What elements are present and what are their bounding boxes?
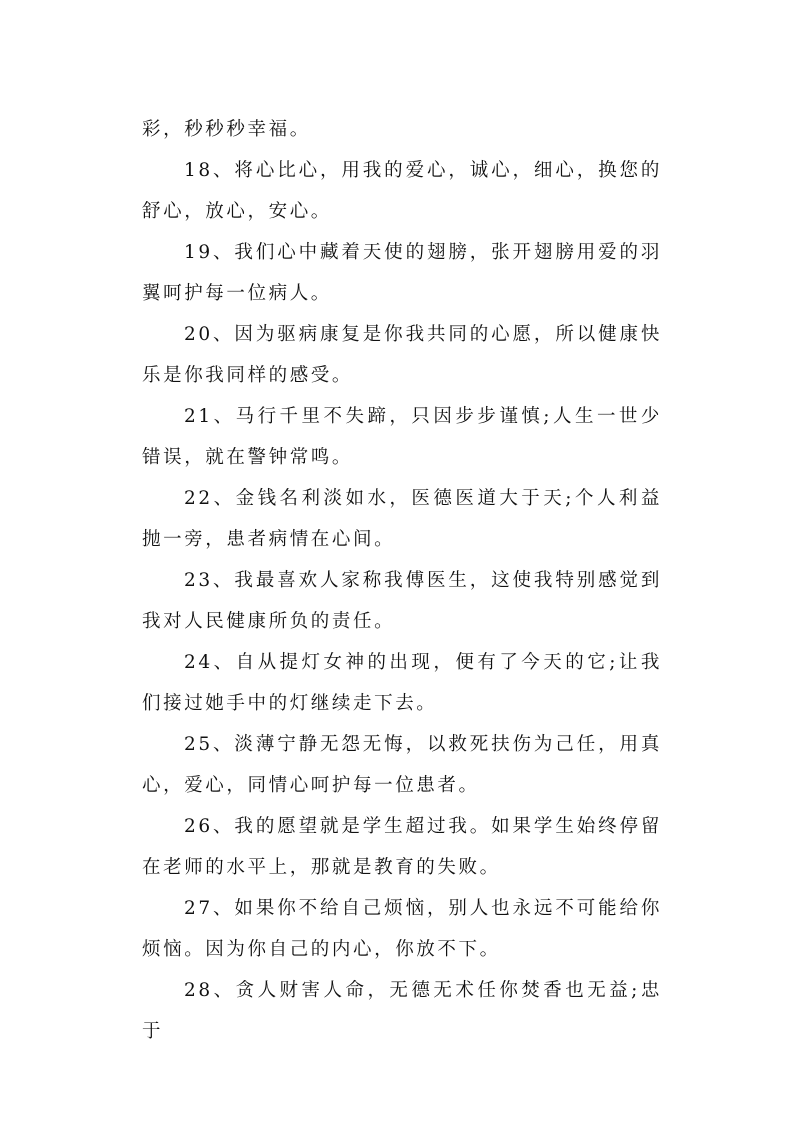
paragraph-19: 19、我们心中藏着天使的翅膀，张开翅膀用爱的羽翼呵护每一位病人。 — [142, 242, 662, 304]
paragraph-18: 18、将心比心，用我的爱心，诚心，细心，换您的舒心，放心，安心。 — [142, 160, 662, 222]
paragraph-21: 21、马行千里不失蹄，只因步步谨慎;人生一世少错误，就在警钟常鸣。 — [142, 406, 662, 468]
paragraph-22: 22、金钱名利淡如水，医德医道大于天;个人利益抛一旁，患者病情在心间。 — [142, 488, 662, 550]
paragraph-27: 27、如果你不给自己烦恼，别人也永远不可能给你烦恼。因为你自己的内心，你放不下。 — [142, 898, 662, 960]
document-body — [142, 109, 662, 1052]
paragraph-25: 25、淡薄宁静无怨无悔，以救死扶伤为己任，用真心，爱心，同情心呵护每一位患者。 — [142, 734, 662, 796]
paragraph-26: 26、我的愿望就是学生超过我。如果学生始终停留在老师的水平上，那就是教育的失败。 — [142, 816, 662, 878]
paragraph-24: 24、自从提灯女神的出现，便有了今天的它;让我们接过她手中的灯继续走下去。 — [142, 652, 662, 714]
paragraph-28: 28、贪人财害人命，无德无术任你焚香也无益;忠于 — [142, 980, 662, 1042]
paragraph-20: 20、因为驱病康复是你我共同的心愿，所以健康快乐是你我同样的感受。 — [142, 324, 662, 386]
paragraph-continuation: 彩，秒秒秒幸福。 — [142, 119, 311, 140]
paragraph-23: 23、我最喜欢人家称我傅医生，这使我特别感觉到我对人民健康所负的责任。 — [142, 570, 662, 632]
